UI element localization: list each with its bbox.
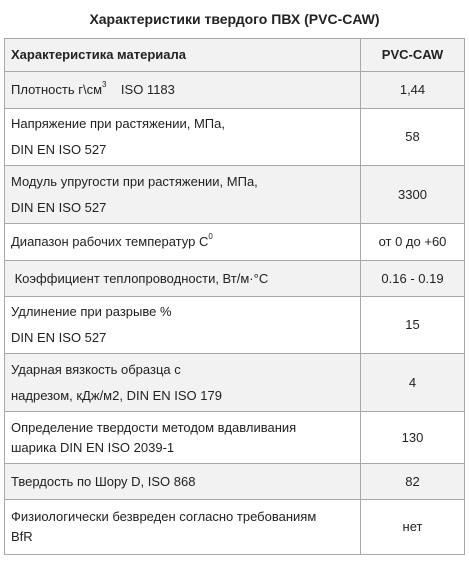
table-title: Характеристики твердого ПВХ (PVC-CAW) <box>89 11 380 27</box>
row-label: Коэффициент теплопроводности, Вт/м·°С <box>5 261 361 297</box>
row-value: 130 <box>361 412 465 464</box>
row-label: Физиологически безвреден согласно требованиям BfR <box>5 500 361 555</box>
row-value: от 0 до +60 <box>361 224 465 261</box>
table-row-physiological-safety <box>5 500 465 555</box>
row-label: Твердость по Шору D, ISO 868 <box>5 464 361 500</box>
row-value: 58 <box>361 109 465 166</box>
header-value: PVC-CAW <box>361 39 465 72</box>
table-row-shore-hardness <box>5 464 465 500</box>
row-label: Ударная вязкость образца с надрезом, кДж/м2, DIN EN ISO 179 <box>5 354 361 412</box>
properties-table <box>4 38 465 555</box>
table-row-temperature-range <box>5 224 465 261</box>
table-row-tensile-stress <box>5 109 465 166</box>
table-row-thermal-conductivity <box>5 261 465 297</box>
row-label: Удлинение при разрыве % DIN EN ISO 527 <box>5 297 361 354</box>
table-row-ball-hardness <box>5 412 465 464</box>
row-value: 82 <box>361 464 465 500</box>
table-header-row <box>5 39 465 72</box>
row-value: 15 <box>361 297 465 354</box>
row-value: 1,44 <box>361 72 465 109</box>
table-row-elongation <box>5 297 465 354</box>
row-label: Диапазон рабочих температур $С^0$ <box>5 224 361 261</box>
row-label: Плотность $г\backslash см^3$ ISO 1183 <box>5 72 361 109</box>
table-row-density <box>5 72 465 109</box>
row-label: Определение твердости методом вдавливания шарика DIN EN ISO 2039-1 <box>5 412 361 464</box>
row-value: 3300 <box>361 166 465 224</box>
table-row-impact-strength <box>5 354 465 412</box>
row-value: нет <box>361 500 465 555</box>
row-label: Напряжение при растяжении, МПа, DIN EN ISO 527 <box>5 109 361 166</box>
row-value: 4 <box>361 354 465 412</box>
row-value: 0.16 - 0.19 <box>361 261 465 297</box>
header-characteristic: Характеристика материала <box>5 39 361 72</box>
table-row-tensile-modulus <box>5 166 465 224</box>
row-label: Модуль упругости при растяжении, МПа, DIN EN ISO 527 <box>5 166 361 224</box>
